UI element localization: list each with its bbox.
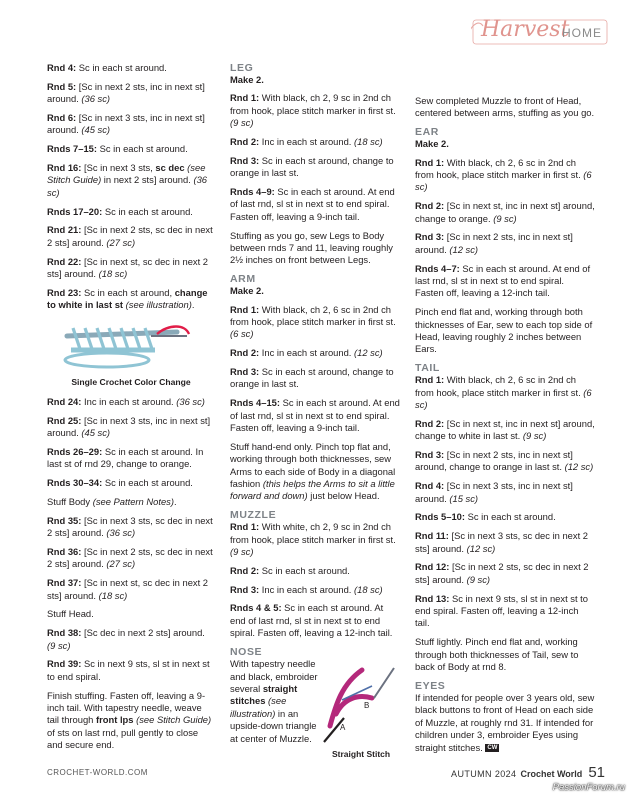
arm-rnds-4-15: Rnds 4–15: Sc in each st around. At end of last rnd, sl st in next st to end spiral. Fasten off, leaving a 9-inch tail.: [230, 397, 400, 434]
sew-muzzle: Sew completed Muzzle to front of Head, centered between arms, stuffing as you go.: [415, 95, 595, 119]
muzzle-rnds-4-5: Rnds 4 & 5: Sc in each st around. At end of last rnd, sl st in next st to end spiral. Fasten off, leaving a 12-inch tail.: [230, 602, 393, 639]
rnds-30-34: Rnds 30–34: Sc in each st around.: [47, 477, 193, 489]
eyes-heading: EYES: [415, 679, 446, 692]
footer-issue-info: [451, 764, 605, 781]
rnd-37: Rnd 37: [Sc in next st, sc dec in next 2 sts] around. (18 sc): [47, 577, 209, 601]
rnd-4: Rnd 4: Sc in each st around.: [47, 62, 167, 73]
rnd-24: Rnd 24: Inc in each st around. (36 sc): [47, 396, 205, 408]
rnd-36: Rnd 36: [Sc in next 2 sts, sc dec in next 2 sts] around. (27 sc): [47, 546, 213, 570]
tail-rnd-2: Rnd 2: [Sc in next st, inc in next st] around, change to white in last st. (9 sc): [415, 417, 595, 442]
brand-header: [471, 14, 611, 48]
leg-make: Make 2.: [230, 74, 264, 85]
tail-rnd-4: Rnd 4: [Sc in next 3 sts, inc in next st] around. (15 sc): [415, 480, 573, 504]
brand-caps: HOME: [562, 26, 602, 40]
eyes-instructions: If intended for people over 3 years old, sew black buttons to front of Head on each side of Muzzle, at roughly rnd 31. If intended for children under 3, embroider Eyes using straight stitches. CW: [415, 691, 595, 753]
muzzle-rnd-1: Rnd 1: With white, ch 2, 9 sc in 2nd ch from hook, place stitch marker in first st. (9 sc): [230, 521, 396, 558]
sc-color-change-figure: [47, 320, 215, 372]
leg-rnd-2: Rnd 2: Inc in each st around. (18 sc): [230, 136, 383, 148]
rnd-22: Rnd 22: [Sc in next st, sc dec in next 2 sts] around. (18 sc): [47, 255, 209, 280]
ear-rnd-3: Rnd 3: [Sc in next 2 sts, inc in next st] around. (12 sc): [415, 231, 573, 255]
tail-rnd-1: Rnd 1: With black, ch 2, 6 sc in 2nd ch from hook, place stitch marker in first st. (6 sc): [415, 374, 592, 411]
tail-rnd-13: Rnd 13: Sc in next 9 sts, sl st in next st to end spiral. Fasten off, leaving a 12-inch tail.: [415, 592, 588, 629]
rnd-38: Rnd 38: [Sc dec in next 2 sts] around. (9 sc): [47, 627, 205, 651]
arm-note: Stuff hand-end only. Pinch top flat and, working through both thicknesses, sew Arms to each side of Body in a diagonal fashion (this helps the Arms to sit a little forward and down) just below Head.: [230, 440, 396, 502]
leg-note: Stuffing as you go, sew Legs to Body between rnds 7 and 11, leaving roughly 2½ inches on front between Legs.: [230, 229, 393, 266]
rnd-16: Rnd 16: [Sc in next 3 sts, sc dec (see Stitch Guide) in next 2 sts] around. (36 sc): [47, 162, 208, 198]
end-mark: CW: [487, 745, 498, 752]
leg-rnd-3: Rnd 3: Sc in each st around, change to orange in last st.: [230, 154, 394, 179]
column-2: [230, 62, 400, 762]
ear-rnd-2: Rnd 2: [Sc in next st, inc in next st] around, change to orange. (9 sc): [415, 200, 595, 224]
figure-caption: Single Crochet Color Change: [71, 376, 191, 387]
tail-heading: TAIL: [415, 362, 440, 375]
tail-rnd-11: Rnd 11: [Sc in next 3 sts, sc dec in next 2 sts] around. (12 sc): [415, 530, 589, 554]
figure-caption: Straight Stitch: [332, 749, 391, 760]
stitch-label-b: B: [364, 701, 370, 711]
rnd-23: Rnd 23: Sc in each st around, change to white in last st (see illustration).: [47, 286, 208, 311]
nose-instructions: With tapestry needle and black, embroider several straight stitches (see illustration) in an upside-down triangle at center of Muzzle.: [230, 658, 318, 744]
leg-rnd-1: Rnd 1: With black, ch 2, 9 sc in 2nd ch from hook, place stitch marker in first st. (9 sc): [230, 92, 396, 129]
tail-note: Stuff lightly. Pinch end flat and, working through both thicknesses of Tail, sew to back of Body at rnd 8.: [415, 636, 579, 673]
rnds-7-15: Rnds 7–15: Sc in each st around.: [47, 143, 188, 155]
rnd-21: Rnd 21: [Sc in next 2 sts, sc dec in next 2 sts] around. (27 sc): [47, 224, 213, 248]
magazine-name: Crochet World: [520, 769, 583, 779]
stuff-head: Stuff Head.: [47, 608, 94, 620]
brand-script: Harvest: [481, 17, 570, 42]
rnd-39: Rnd 39: Sc in next 9 sts, sl st in next st to end spiral.: [47, 658, 210, 682]
issue-date: AUTUMN 2024: [451, 769, 517, 779]
rnd-5: Rnd 5: [Sc in next 2 sts, inc in next st] around. (36 sc): [47, 80, 205, 105]
footer-website: CROCHET-WORLD.COM: [47, 768, 148, 777]
arm-rnd-2: Rnd 2: Inc in each st around. (12 sc): [230, 347, 383, 359]
leg-heading: LEG: [230, 62, 254, 74]
arm-heading: ARM: [230, 273, 256, 286]
ear-note: Pinch end flat and, working through both thicknesses of Ear, sew to each top side of Head, leaving roughly 2 inches between Ears.: [415, 306, 593, 355]
page-number: 51: [588, 764, 605, 781]
tail-rnd-12: Rnd 12: [Sc in next 2 sts, sc dec in next 2 sts] around. (9 sc): [415, 561, 589, 585]
rnds-26-29: Rnds 26–29: Sc in each st around. In last st of rnd 29, change to orange.: [47, 446, 204, 470]
muzzle-heading: MUZZLE: [230, 509, 277, 522]
column-3: [415, 95, 595, 760]
muzzle-rnd-2: Rnd 2: Sc in each st around.: [230, 564, 350, 576]
rnd-25: Rnd 25: [Sc in next 3 sts, inc in next st] around. (45 sc): [47, 414, 211, 439]
arm-rnd-3: Rnd 3: Sc in each st around, change to orange in last st.: [230, 366, 394, 390]
ear-rnds-4-7: Rnds 4–7: Sc in each st around. At end of last rnd, sl st in next st to end spiral. Fasten off, leaving a 12-inch tail.: [415, 262, 591, 299]
ear-rnd-1: Rnd 1: With black, ch 2, 6 sc in 2nd ch from hook, place stitch marker in first st. (6 sc): [415, 156, 592, 193]
nose-heading: NOSE: [230, 646, 263, 659]
finish-instructions: Finish stuffing. Fasten off, leaving a 9-inch tail. With tapestry needle, weave tail through front lps (see Stitch Guide) of sts on last rnd, pull gently to close and secure end.: [47, 689, 212, 751]
straight-stitch-figure: [322, 660, 402, 760]
arm-make: Make 2.: [230, 285, 264, 297]
ear-heading: EAR: [415, 126, 439, 139]
tail-rnd-3: Rnd 3: [Sc in next 2 sts, inc in next st] around, change to orange in last st. (12 sc): [415, 449, 594, 473]
rnd-6: Rnd 6: [Sc in next 3 sts, inc in next st] around. (45 sc): [47, 112, 205, 136]
muzzle-rnd-3: Rnd 3: Inc in each st around. (18 sc): [230, 583, 383, 595]
sc-color-change-illustration: [47, 320, 215, 372]
stuff-body: Stuff Body (see Pattern Notes).: [47, 496, 177, 508]
rnds-17-20: Rnds 17–20: Sc in each st around.: [47, 205, 193, 217]
arm-rnd-1: Rnd 1: With black, ch 2, 6 sc in 2nd ch from hook, place stitch marker in first st. (6 sc): [230, 303, 396, 340]
column-1: [47, 62, 215, 758]
leg-rnds-4-9: Rnds 4–9: Sc in each st around. At end of last rnd, sl st in next st to end spiral. Fasten off, leaving a 9-inch tail.: [230, 186, 395, 222]
stitch-label-a: A: [340, 723, 346, 733]
straight-stitch-illustration: [322, 660, 402, 744]
nose-section: [230, 658, 400, 762]
tail-rnds-5-10: Rnds 5–10: Sc in each st around.: [415, 511, 556, 523]
ear-make: Make 2.: [415, 138, 449, 150]
rnd-35: Rnd 35: [Sc in next 3 sts, sc dec in next 2 sts] around. (36 sc): [47, 514, 213, 539]
watermark: PassionForum.ru: [552, 782, 625, 793]
